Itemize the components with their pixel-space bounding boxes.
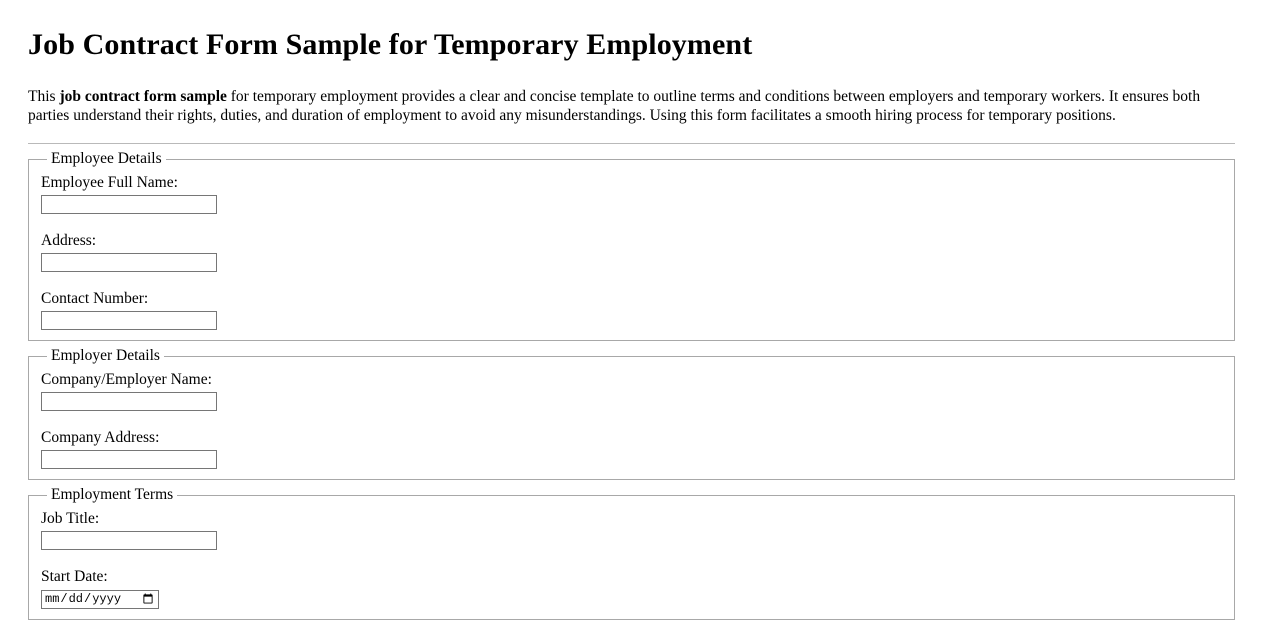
input-company-address[interactable] (41, 450, 217, 469)
label-company-employer-name: Company/Employer Name: (41, 371, 212, 388)
label-contact-number: Contact Number: (41, 290, 149, 307)
input-company-employer-name[interactable] (41, 392, 217, 411)
intro-text-bold: job contract form sample (59, 88, 227, 105)
section-legend-employment-terms: Employment Terms (51, 486, 174, 503)
input-start-date[interactable] (41, 590, 159, 609)
header-divider (28, 143, 1235, 144)
input-employee-address[interactable] (41, 253, 217, 272)
section-employee-details (28, 150, 1235, 341)
section-employment-terms (28, 486, 1235, 620)
label-company-address: Company Address: (41, 429, 160, 446)
label-employee-address: Address: (41, 232, 97, 249)
input-job-title[interactable] (41, 531, 217, 550)
section-legend-employer-details: Employer Details (51, 347, 160, 364)
job-contract-form (28, 150, 1235, 620)
field-contact-number (39, 290, 1224, 330)
intro-text-rest: for temporary employment provides a clear and concise template to outline terms and conditions between employers and temporary workers. It ensures both parties understand their rights, duties, and duration of employment to avoid any misunderstandings. Using this form facilitates a smooth hiring process for temporary positions. (28, 88, 1201, 124)
label-job-title: Job Title: (41, 510, 100, 527)
field-employee-full-name (39, 174, 1224, 214)
label-start-date: Start Date: (41, 568, 108, 585)
field-employee-address (39, 232, 1224, 272)
page-title: Job Contract Form Sample for Temporary Employment (28, 28, 753, 61)
intro-text-prefix: This (28, 88, 60, 105)
field-company-employer-name (39, 371, 1224, 411)
field-company-address (39, 429, 1224, 469)
field-start-date (39, 568, 1224, 609)
section-legend-employee-details: Employee Details (51, 150, 162, 167)
input-employee-full-name[interactable] (41, 195, 217, 214)
input-contact-number[interactable] (41, 311, 217, 330)
label-employee-full-name: Employee Full Name: (41, 174, 178, 191)
field-job-title (39, 510, 1224, 550)
intro-paragraph (28, 88, 1213, 125)
section-employer-details (28, 347, 1235, 480)
